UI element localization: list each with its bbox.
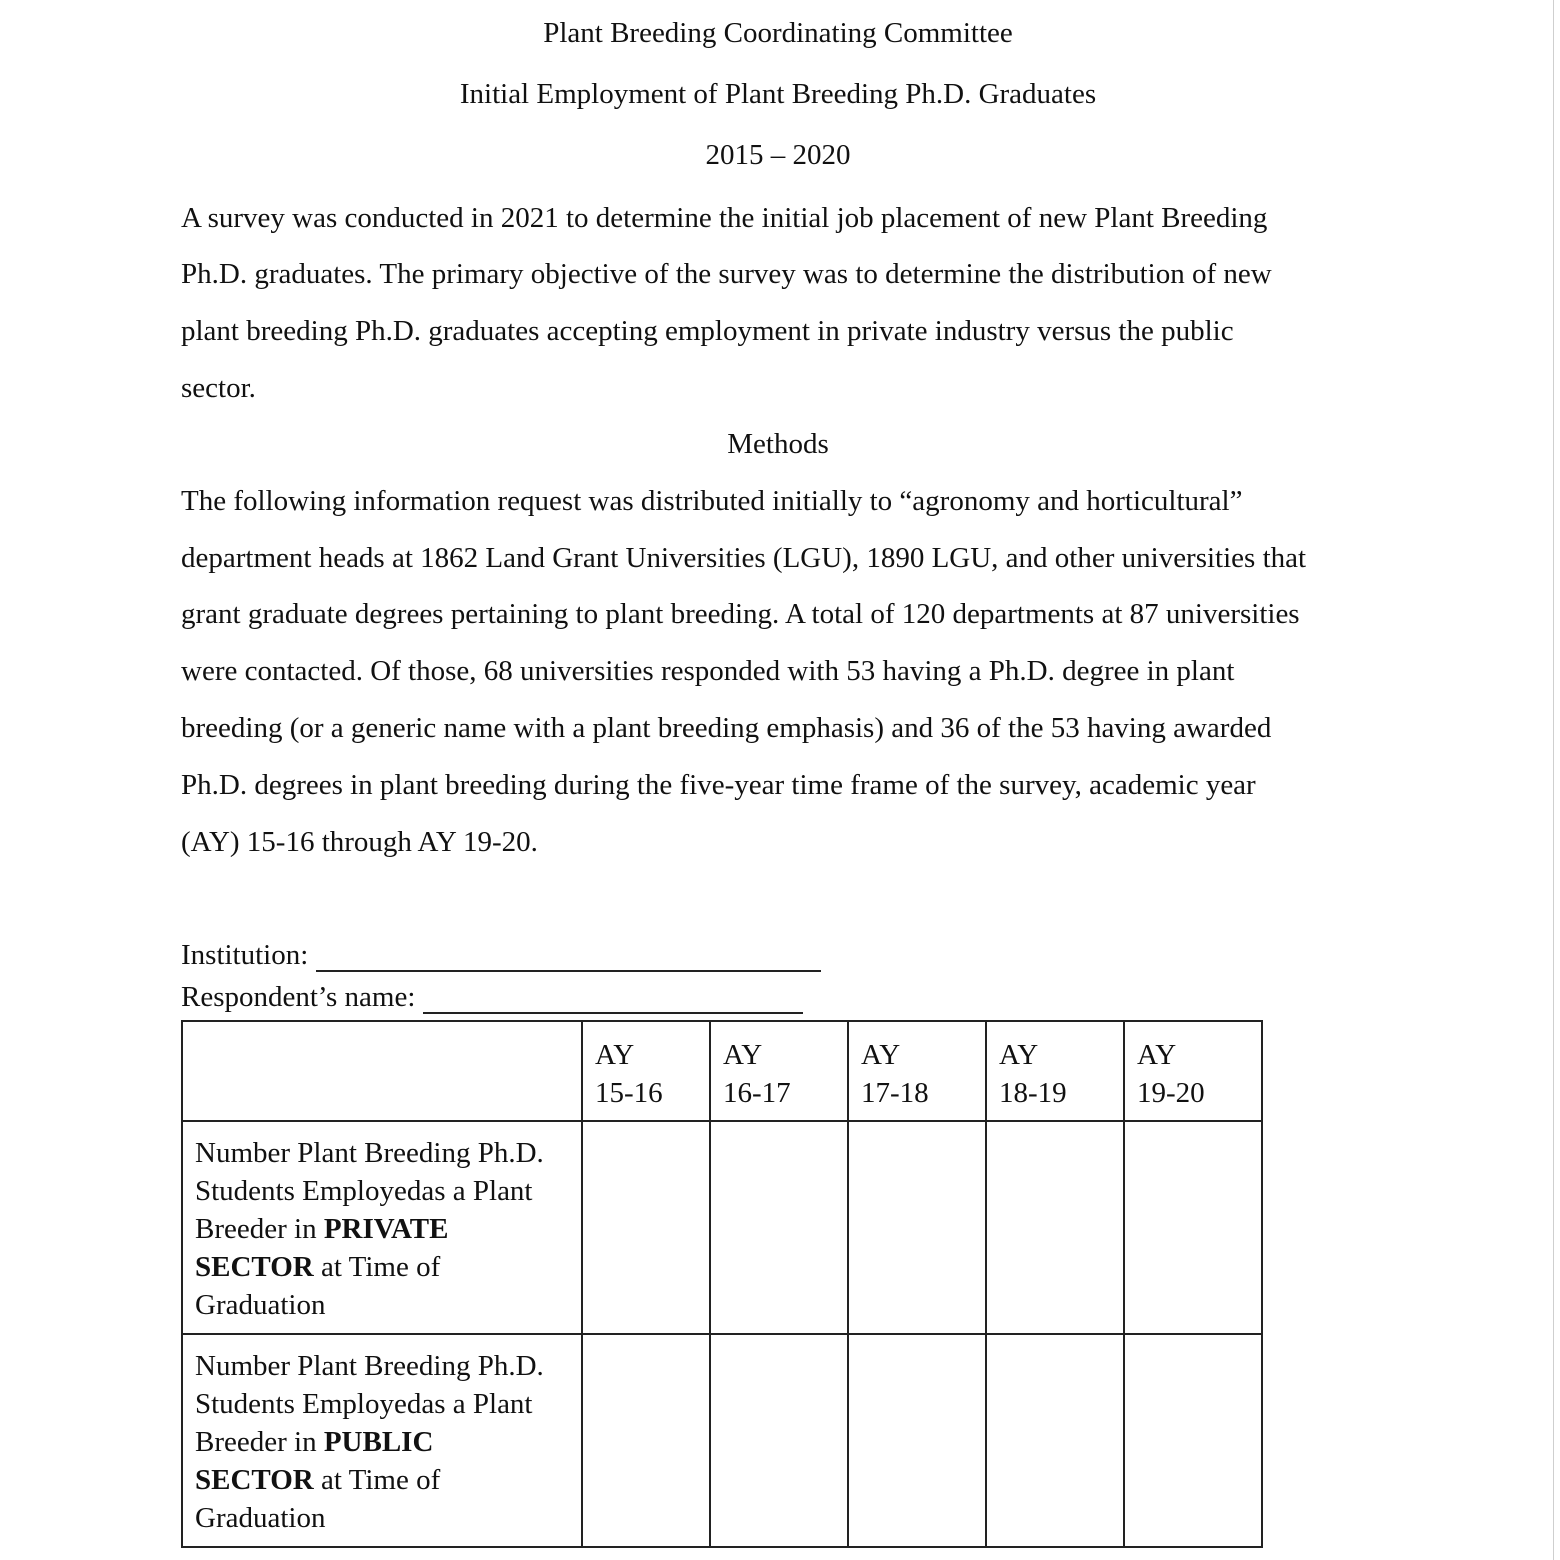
- placement-table: [181, 1020, 1263, 1548]
- row-label-emphasis: PUBLIC: [323, 1426, 434, 1458]
- respondent-blank[interactable]: [423, 986, 803, 1014]
- row-label-line: [195, 1461, 571, 1499]
- row-label-text: at Time of: [313, 1251, 441, 1283]
- column-header-year: 18-19: [999, 1077, 1067, 1109]
- entry-cell-ay-19-20[interactable]: [1124, 1334, 1262, 1547]
- document-title: Initial Employment of Plant Breeding Ph.D. Graduates: [459, 78, 1097, 110]
- respondent-label: Respondent’s name:: [181, 981, 416, 1013]
- entry-cell-ay-15-16[interactable]: [582, 1121, 710, 1334]
- row-label-emphasis: SECTOR: [195, 1251, 314, 1283]
- methods-line: department heads at 1862 Land Grant Universities (LGU), 1890 LGU, and other universities that: [181, 542, 1307, 574]
- row-label-line: [195, 1423, 571, 1461]
- column-header: [582, 1021, 710, 1121]
- methods-line: breeding (or a generic name with a plant breeding emphasis) and 36 of the 53 having awarded: [181, 712, 1272, 744]
- methods-line: Ph.D. degrees in plant breeding during the five-year time frame of the survey, academic year: [181, 769, 1256, 801]
- year-range: 2015 – 2020: [705, 139, 851, 171]
- column-header: [986, 1021, 1124, 1121]
- row-label-line: [195, 1248, 571, 1286]
- entry-cell-ay-15-16[interactable]: [582, 1334, 710, 1547]
- entry-cell-ay-16-17[interactable]: [710, 1121, 848, 1334]
- methods-heading: Methods: [727, 428, 829, 460]
- table-row-public: [182, 1334, 1262, 1547]
- row-label-text: Breeder in: [195, 1213, 324, 1245]
- entry-cell-ay-17-18[interactable]: [848, 1334, 986, 1547]
- row-label-line: Number Plant Breeding Ph.D.: [195, 1137, 544, 1169]
- column-header: [1124, 1021, 1262, 1121]
- column-header-year: 16-17: [723, 1077, 791, 1109]
- column-header-year: 19-20: [1137, 1077, 1205, 1109]
- institution-label: Institution:: [181, 939, 309, 971]
- intro-line: sector.: [181, 372, 256, 404]
- column-header-label: AY: [723, 1039, 763, 1071]
- table-header-row: [182, 1021, 1262, 1121]
- entry-cell-ay-19-20[interactable]: [1124, 1121, 1262, 1334]
- intro-line: Ph.D. graduates. The primary objective of the survey was to determine the distribution of new: [181, 258, 1272, 290]
- methods-line: The following information request was distributed initially to “agronomy and horticultural”: [181, 485, 1243, 517]
- row-label-line: Number Plant Breeding Ph.D.: [195, 1350, 544, 1382]
- intro-line: plant breeding Ph.D. graduates accepting employment in private industry versus the public: [181, 315, 1234, 347]
- row-label-private: [182, 1121, 582, 1334]
- institution-blank[interactable]: [316, 944, 821, 972]
- row-label-emphasis: SECTOR: [195, 1464, 314, 1496]
- entry-cell-ay-18-19[interactable]: [986, 1334, 1124, 1547]
- institution-field-row: [181, 938, 821, 972]
- row-label-line: Graduation: [195, 1502, 326, 1534]
- table-row-private: [182, 1121, 1262, 1334]
- column-header-label: AY: [595, 1039, 635, 1071]
- row-label-emphasis: PRIVATE: [323, 1213, 449, 1245]
- entry-cell-ay-16-17[interactable]: [710, 1334, 848, 1547]
- header-corner-cell: [182, 1021, 582, 1121]
- column-header-year: 15-16: [595, 1077, 663, 1109]
- committee-title: Plant Breeding Coordinating Committee: [543, 17, 1013, 49]
- entry-cell-ay-17-18[interactable]: [848, 1121, 986, 1334]
- entry-cell-ay-18-19[interactable]: [986, 1121, 1124, 1334]
- row-label-public: [182, 1334, 582, 1547]
- column-header: [710, 1021, 848, 1121]
- methods-line: (AY) 15-16 through AY 19-20.: [181, 826, 538, 858]
- row-label-line: Graduation: [195, 1289, 326, 1321]
- row-label-text: Breeder in: [195, 1426, 324, 1458]
- intro-line: A survey was conducted in 2021 to determine the initial job placement of new Plant Breeding: [181, 202, 1268, 234]
- column-header-year: 17-18: [861, 1077, 929, 1109]
- column-header-label: AY: [861, 1039, 901, 1071]
- page-edge: [1553, 0, 1554, 1560]
- respondent-field-row: [181, 980, 803, 1014]
- methods-line: grant graduate degrees pertaining to plant breeding. A total of 120 departments at 87 universities: [181, 598, 1300, 630]
- row-label-text: at Time of: [313, 1464, 441, 1496]
- row-label-line: Students Employedas a Plant: [195, 1175, 533, 1207]
- methods-line: were contacted. Of those, 68 universities responded with 53 having a Ph.D. degree in plant: [181, 655, 1235, 687]
- row-label-line: [195, 1210, 571, 1248]
- row-label-line: Students Employedas a Plant: [195, 1388, 533, 1420]
- column-header-label: AY: [1137, 1039, 1177, 1071]
- column-header: [848, 1021, 986, 1121]
- column-header-label: AY: [999, 1039, 1039, 1071]
